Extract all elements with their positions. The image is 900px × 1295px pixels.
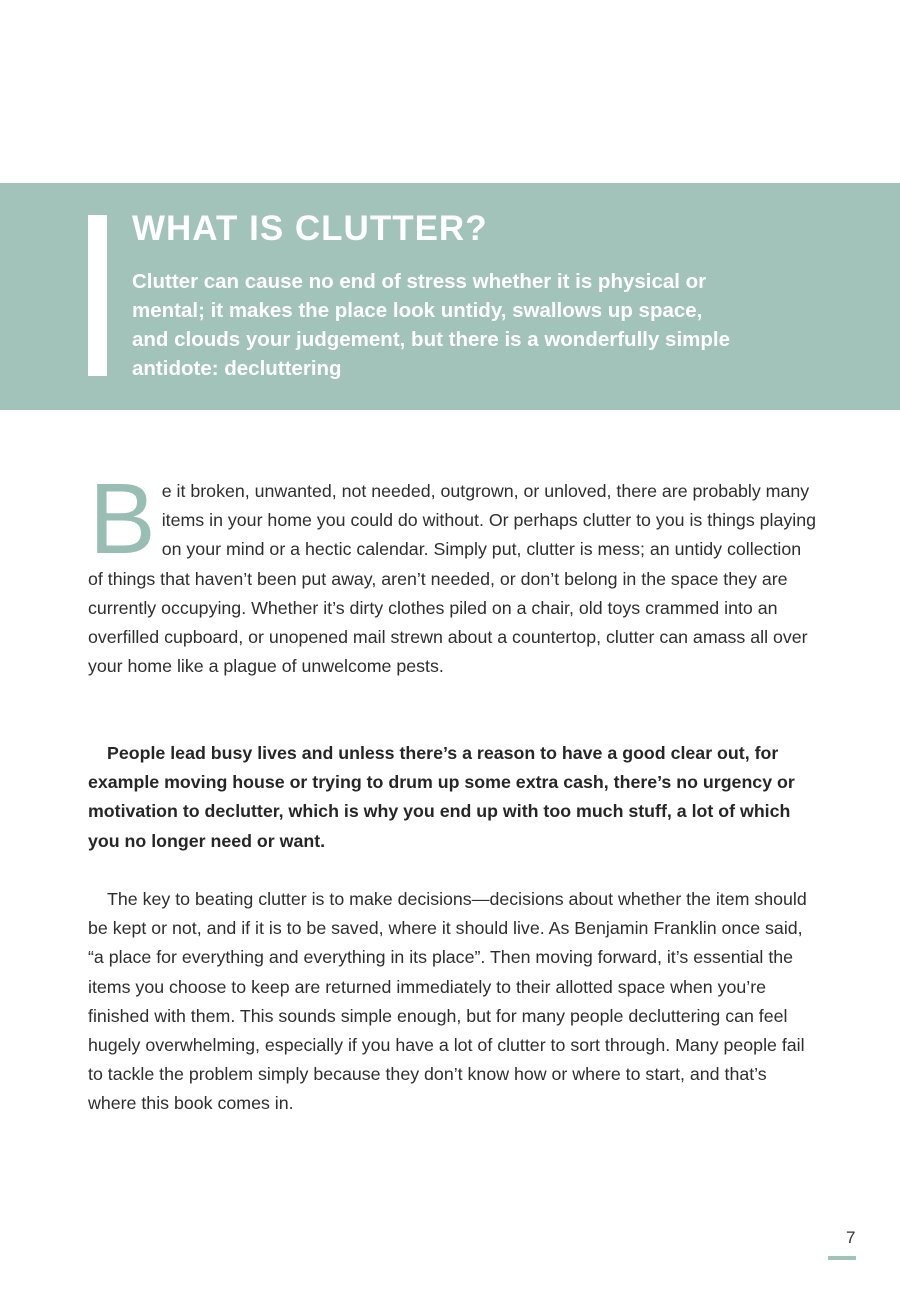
drop-cap: B [89, 463, 156, 575]
paragraph-2: People lead busy lives and unless there’s a reason to have a good clear out, for example moving house or trying to drum up some extra cash, there’s no urgency or motivation to declutter, which is why you end up with too much stuff, a lot of which you no longer need or want. [88, 743, 795, 851]
header-banner [0, 183, 900, 410]
paragraph-1 [88, 463, 818, 681]
page-number: 7 [846, 1228, 856, 1247]
accent-bar [88, 215, 107, 376]
page-number-rule [828, 1256, 856, 1260]
paragraph-3: The key to beating clutter is to make decisions—decisions about whether the item should be kept or not, and if it is to be saved, where it should live. As Benjamin Franklin once said, “a place for everything and everything in its place”. Then moving forward, it’s essential the items you choose to keep are returned immediately to their allotted space when you’re finished with them. This sounds simple enough, but for many people decluttering can feel hugely overwhelming, especially if you have a lot of clutter to sort through. Many people fail to tackle the problem simply because they don’t know how or where to start, and that’s where this book comes in. [88, 889, 807, 1114]
intro-text: Clutter can cause no end of stress whether it is physical or mental; it makes the place look untidy, swallows up space, and clouds your judgement, but there is a wonderfully simple antidote: decluttering [132, 270, 731, 380]
page-title: WHAT IS CLUTTER? [132, 209, 488, 248]
paragraph-1-text: e it broken, unwanted, not needed, outgrown, or unloved, there are probably many items in your home you could do without. Or perhaps clutter to you is things playing on your mind or a hectic calendar. Simply put, clutter is mess; an untidy collection of things that haven’t been put away, aren’t needed, or don’t belong in the space they are currently occupying. Whether it’s dirty clothes piled on a chair, old toys crammed into an overfilled cupboard, or unopened mail strewn about a countertop, clutter can amass all over your home like a plague of unwelcome pests. [88, 481, 816, 677]
